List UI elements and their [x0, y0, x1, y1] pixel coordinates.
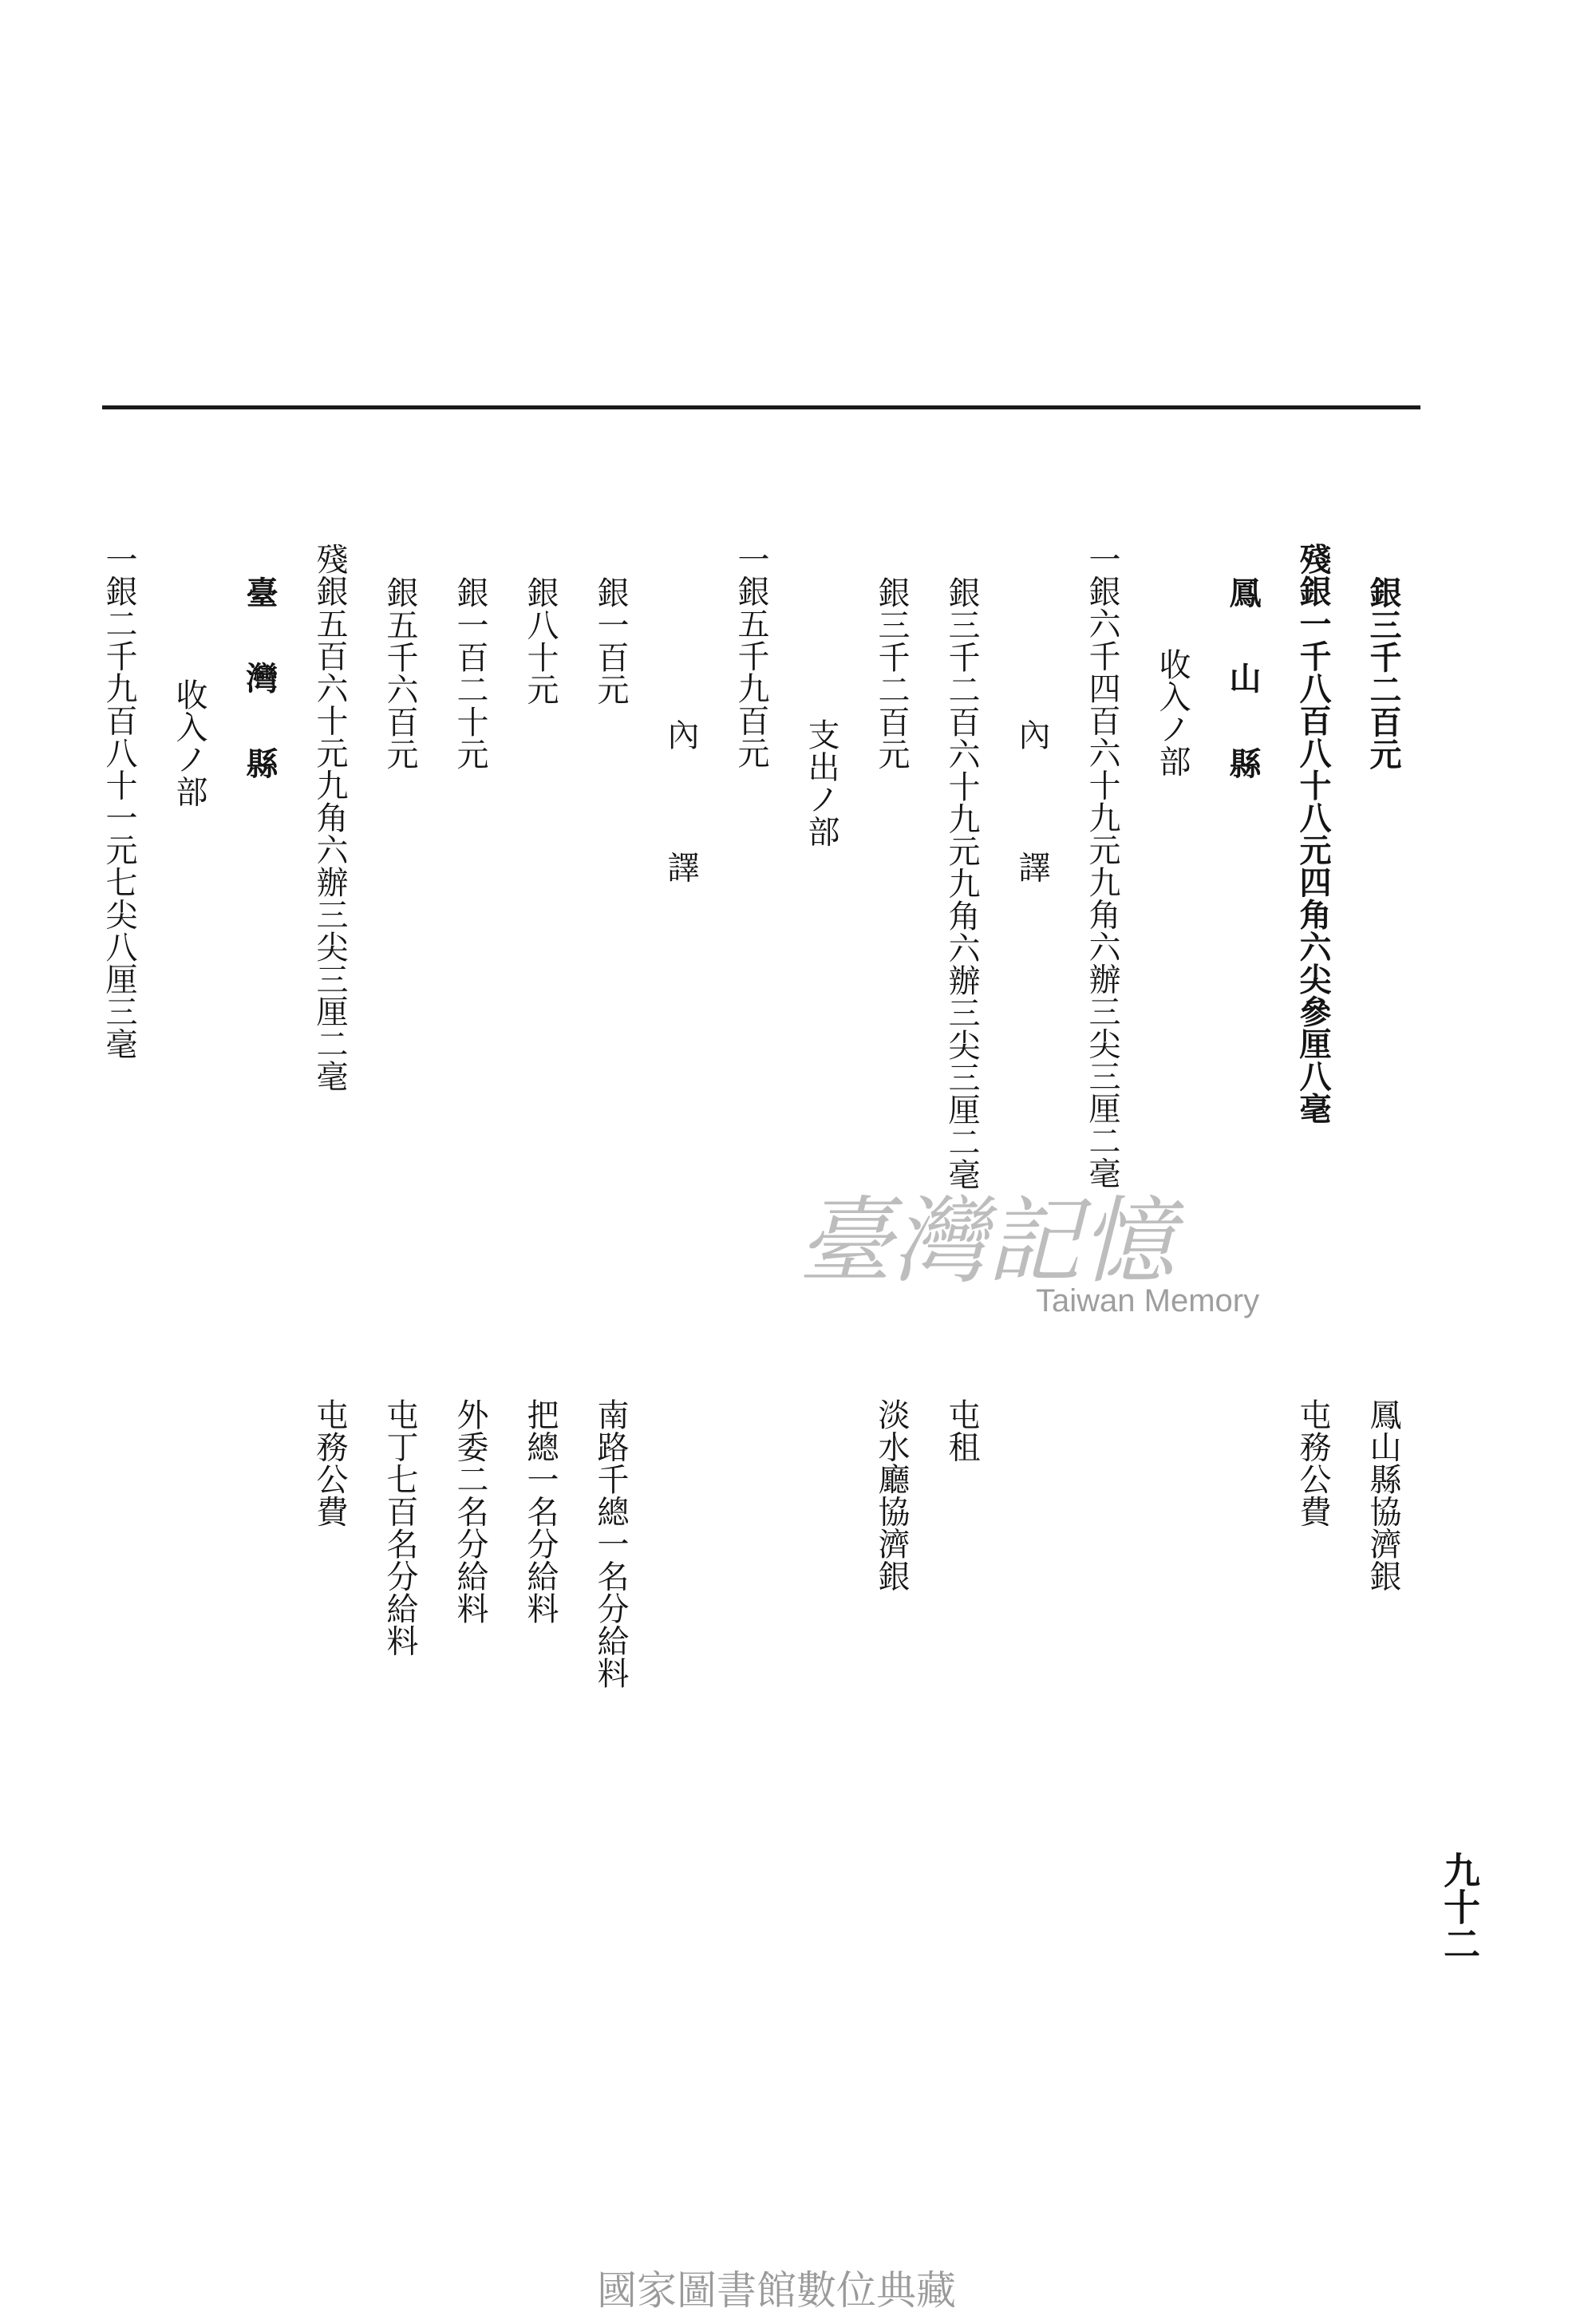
text-col-13-label: 把總一名分給料	[522, 1398, 559, 1625]
text-col-19: 一銀二千九百八十一元七尖八厘三毫	[101, 543, 137, 1060]
text-col-14: 銀一百二十元	[452, 576, 488, 770]
text-col-1-label: 鳳山縣協濟銀	[1365, 1398, 1401, 1592]
section-heading-fengshan: 鳳 山 縣	[1224, 576, 1262, 787]
text-col-14-label: 外委二名分給料	[452, 1398, 488, 1625]
text-col-12-label: 南路千總一名分給料	[592, 1398, 629, 1690]
text-col-8-label: 淡水廳協濟銀	[873, 1398, 910, 1592]
watermark-logo: 臺灣記憶	[798, 1186, 1175, 1296]
text-col-15-label: 屯丁七百名分給料	[381, 1398, 418, 1657]
subheading-income-1: 收入ノ部	[1154, 648, 1191, 777]
subheading-income-2: 收入ノ部	[171, 678, 207, 808]
text-col-1: 銀三千二百元	[1365, 576, 1402, 770]
text-col-10: 一銀五千九百元	[733, 543, 769, 769]
text-col-2: 殘銀一千八百八十八元四角六尖參厘八毫	[1294, 543, 1332, 1124]
text-col-2-label: 屯務公費	[1294, 1398, 1331, 1528]
text-col-13: 銀八十元	[522, 576, 559, 705]
header-rule	[102, 405, 1420, 409]
text-col-8: 銀三千二百元	[873, 576, 910, 770]
watermark-caption: Taiwan Memory	[1036, 1283, 1260, 1318]
text-col-7-label: 屯租	[943, 1398, 980, 1463]
section-heading-taiwan: 臺 灣 縣	[241, 576, 279, 787]
breakdown-label-2: 內 譯	[662, 718, 699, 915]
text-col-5: 一銀六千四百六十九元九角六辦三尖三厘二毫	[1084, 543, 1120, 1189]
text-col-16: 殘銀五百六十元九角六辦三尖三厘二毫	[311, 543, 348, 1093]
text-col-12: 銀一百元	[592, 576, 629, 705]
footer-credit: 國家圖書館數位典藏	[597, 2267, 956, 2314]
text-col-7: 銀三千二百六十九元九角六辦三尖三厘二毫	[943, 576, 980, 1191]
text-col-16-label: 屯務公費	[311, 1398, 348, 1528]
subheading-expense: 支出ノ部	[803, 718, 839, 848]
text-col-15: 銀五千六百元	[381, 576, 418, 770]
page-number: 九十二	[1438, 1852, 1481, 1962]
breakdown-label-1: 內 譯	[1013, 718, 1050, 915]
